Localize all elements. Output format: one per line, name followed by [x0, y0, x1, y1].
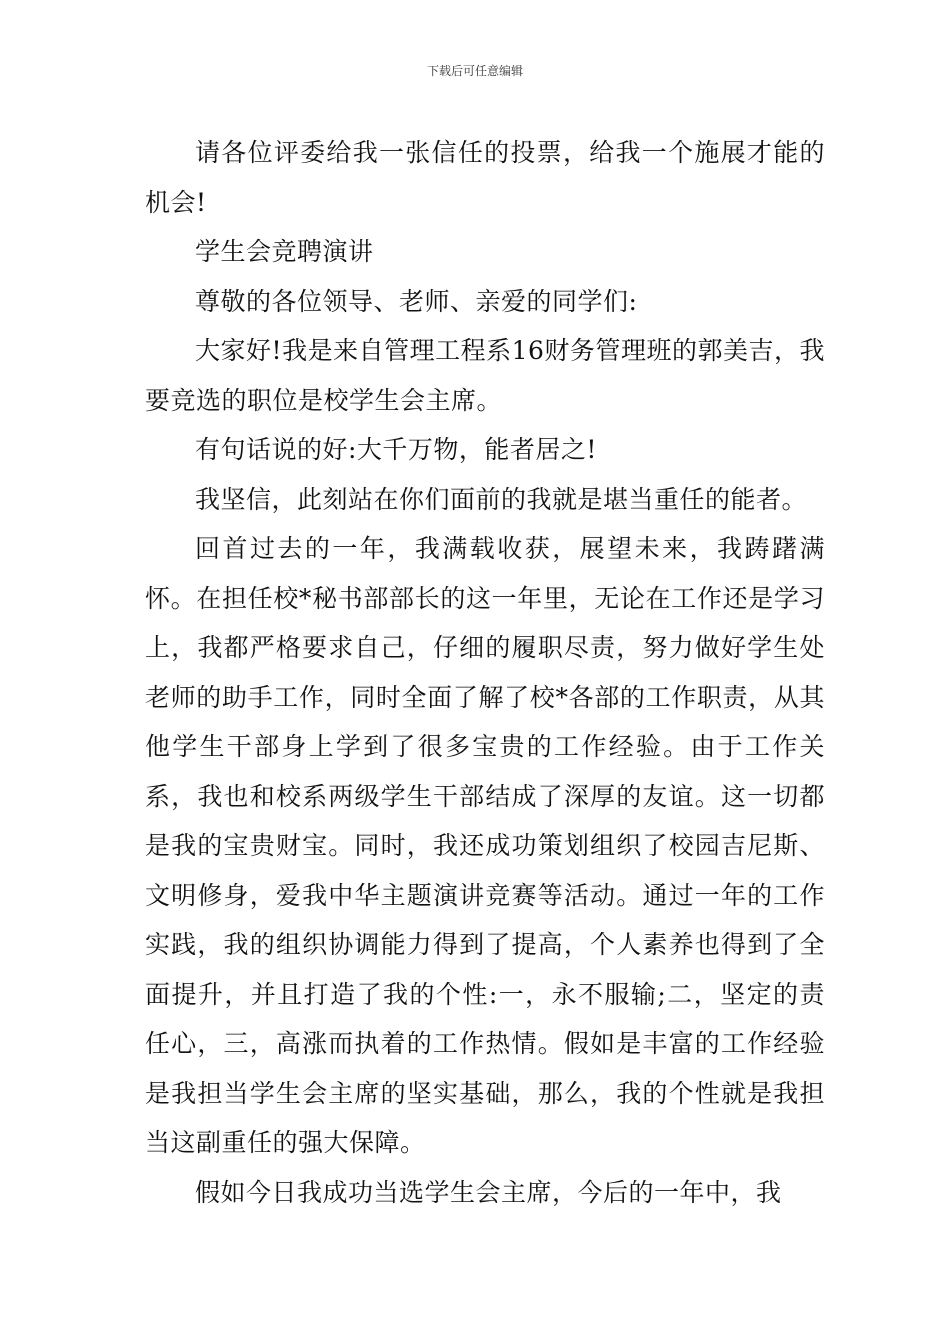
- paragraph-plan: 假如今日我成功当选学生会主席，今后的一年中，我: [195, 1177, 782, 1207]
- paragraph-saying: 有句话说的好:大千万物，能者居之!: [195, 435, 597, 464]
- document-body: [145, 128, 825, 1217]
- paragraph-closing-request: 请各位评委给我一张信任的投票，给我一个施展才能的机会!: [145, 138, 825, 217]
- paragraph-review: 回首过去的一年，我满载收获，展望未来，我踌躇满怀。在担任校*秘书部部长的这一年里，无论在工作还是学习上，我都严格要求自己，仔细的履职尽责，努力做好学生处老师的助手工作，同时全面了解了校*各部的工作职责，从其他学生干部身上学到了很多宝贵的工作经验。由于工作关系，我也和校系两级学生干部结成了深厚的友谊。这一切都是我的宝贵财宝。同时，我还成功策划组织了校园吉尼斯、文明修身，爱我中华主题演讲竞赛等活动。通过一年的工作实践，我的组织协调能力得到了提高，个人素养也得到了全面提升，并且打造了我的个性:一，永不服输;二，坚定的责任心，三，高涨而执着的工作热情。假如是丰富的工作经验是我担当学生会主席的坚实基础，那么，我的个性就是我担当这副重任的强大保障。: [145, 534, 825, 1157]
- section-title: 学生会竞聘演讲: [195, 237, 374, 266]
- page-header-note: 下载后可任意编辑: [426, 64, 523, 78]
- salutation: 尊敬的各位领导、老师、亲爱的同学们:: [195, 286, 638, 316]
- paragraph-belief: 我坚信，此刻站在你们面前的我就是堪当重任的能者。: [195, 484, 808, 514]
- paragraph-introduction: 大家好!我是来自管理工程系16财务管理班的郭美吉，我要竞选的职位是校学生会主席。: [145, 336, 825, 415]
